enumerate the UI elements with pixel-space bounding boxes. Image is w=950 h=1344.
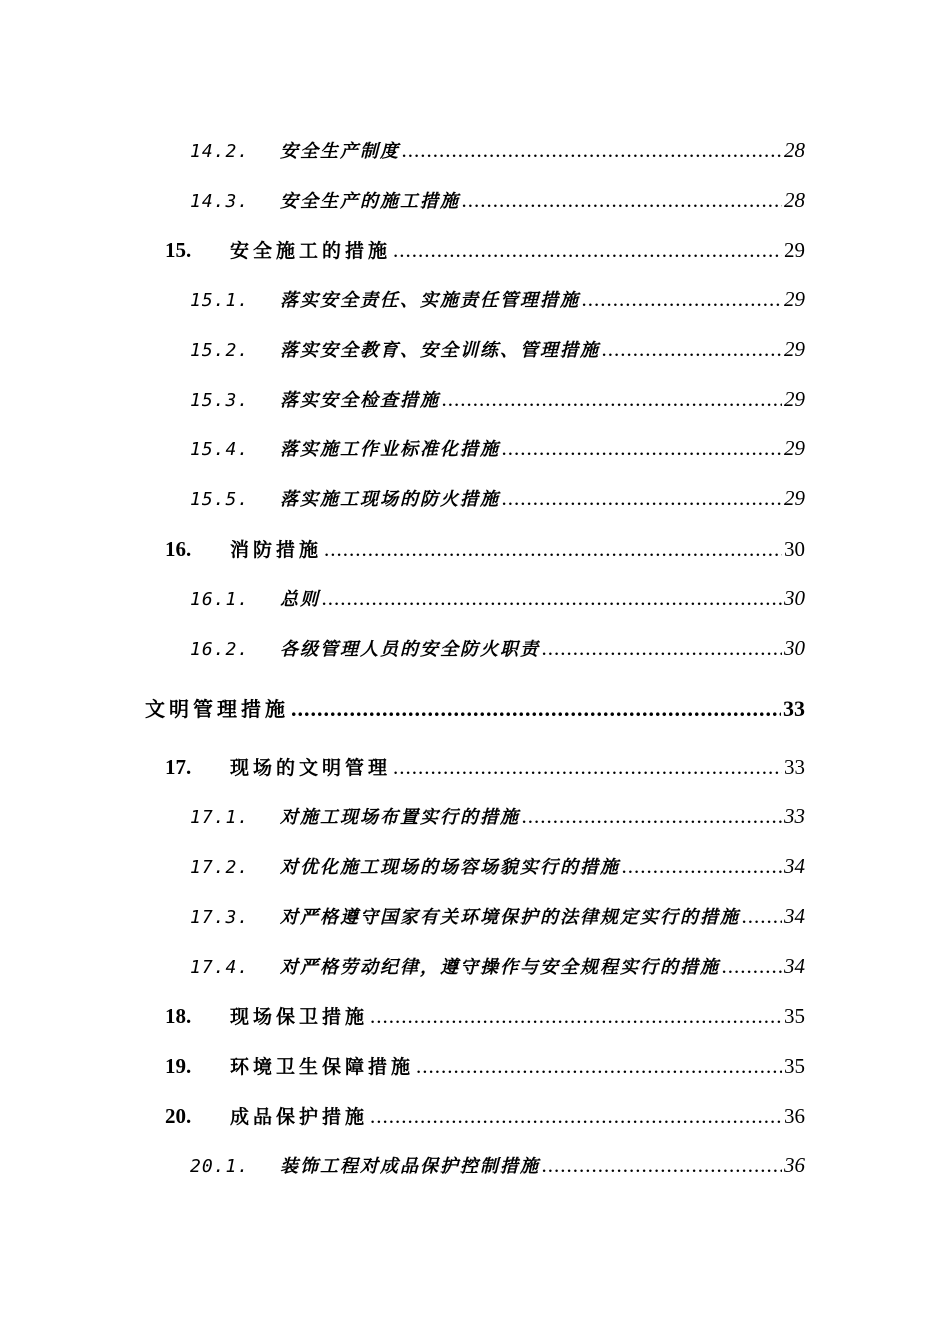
toc-entry-title: 落实安全教育、安全训练、管理措施 [280, 340, 600, 361]
toc-entry-title: 现场的文明管理 [230, 757, 392, 779]
toc-entry-16-1[interactable] [190, 585, 805, 615]
dot-leader [722, 954, 782, 979]
toc-entry-chapter[interactable] [145, 693, 805, 723]
toc-entry-number: 14.2. [190, 141, 250, 162]
dot-leader [416, 1054, 782, 1079]
toc-entry-title: 装饰工程对成品保护控制措施 [280, 1156, 540, 1177]
toc-entry-number: 15.2. [190, 340, 250, 361]
toc-entry-title: 对严格遵守国家有关环境保护的法律规定实行的措施 [280, 907, 740, 928]
dot-leader [542, 636, 782, 661]
toc-entry-title: 安全生产制度 [280, 141, 400, 162]
toc-entry-page: 33 [783, 696, 805, 721]
toc-entry-number: 14.3. [190, 191, 250, 212]
dot-leader [502, 436, 782, 461]
toc-entry-page: 28 [784, 138, 805, 162]
toc-entry-15-5[interactable] [190, 485, 805, 515]
toc-entry-15-4[interactable] [190, 435, 805, 465]
toc-entry-page: 35 [784, 1054, 805, 1078]
toc-entry-title: 对施工现场布置实行的措施 [280, 807, 520, 828]
toc-entry-18[interactable] [165, 1002, 805, 1032]
toc-entry-number: 17.2. [190, 857, 250, 878]
toc-entry-page: 34 [784, 904, 805, 928]
toc-entry-page: 28 [784, 188, 805, 212]
toc-entry-page: 29 [784, 287, 805, 311]
dot-leader [622, 854, 782, 879]
toc-entry-16[interactable] [165, 535, 805, 565]
toc-entry-17-1[interactable] [190, 803, 805, 833]
toc-entry-title: 落实安全责任、实施责任管理措施 [280, 290, 580, 311]
toc-entry-number: 19. [165, 1054, 192, 1078]
toc-entry-number: 15.3. [190, 390, 250, 411]
toc-entry-page: 33 [784, 804, 805, 828]
toc-entry-page: 29 [784, 337, 805, 361]
toc-entry-15[interactable] [165, 236, 805, 266]
toc-entry-15-2[interactable] [190, 336, 805, 366]
toc-entry-page: 34 [784, 854, 805, 878]
toc-entry-title: 安全施工的措施 [230, 240, 392, 262]
toc-entry-number: 20.1. [190, 1156, 250, 1177]
toc-entry-number: 15. [165, 238, 192, 262]
toc-entry-19[interactable] [165, 1052, 805, 1082]
dot-leader [370, 1004, 782, 1029]
toc-entry-page: 35 [784, 1004, 805, 1028]
toc-entry-17-3[interactable] [190, 903, 805, 933]
toc-entry-14-3[interactable] [190, 187, 805, 217]
toc-entry-title: 消防措施 [230, 539, 323, 561]
toc-entry-title: 文明管理措施 [145, 697, 289, 721]
toc-entry-title: 各级管理人员的安全防火职责 [280, 639, 540, 660]
dot-leader [291, 696, 781, 722]
dot-leader [442, 387, 782, 412]
toc-entry-title: 落实施工作业标准化措施 [280, 439, 500, 460]
toc-entry-17-4[interactable] [190, 953, 805, 983]
toc-entry-page: 33 [784, 755, 805, 779]
dot-leader [322, 586, 782, 611]
dot-leader [324, 537, 782, 562]
toc-entry-page: 30 [784, 586, 805, 610]
toc-entry-16-2[interactable] [190, 635, 805, 665]
toc-entry-number: 16.1. [190, 589, 250, 610]
toc-entry-title: 落实施工现场的防火措施 [280, 489, 500, 510]
toc-entry-title: 成品保护措施 [230, 1106, 369, 1128]
toc-entry-15-1[interactable] [190, 286, 805, 316]
toc-entry-title: 对优化施工现场的场容场貌实行的措施 [280, 857, 620, 878]
toc-entry-title: 落实安全检查措施 [280, 390, 440, 411]
dot-leader [522, 804, 782, 829]
toc-entry-title: 对严格劳动纪律，遵守操作与安全规程实行的措施 [280, 957, 720, 978]
toc-entry-title: 总则 [280, 589, 320, 610]
toc-entry-title: 现场保卫措施 [230, 1006, 369, 1028]
dot-leader [462, 188, 782, 213]
toc-entry-number: 17.1. [190, 807, 250, 828]
toc-entry-page: 29 [784, 238, 805, 262]
toc-entry-17-2[interactable] [190, 853, 805, 883]
toc-entry-page: 29 [784, 486, 805, 510]
toc-entry-number: 17.3. [190, 907, 250, 928]
dot-leader [393, 238, 782, 263]
toc-entry-20[interactable] [165, 1102, 805, 1132]
toc-entry-number: 20. [165, 1104, 192, 1128]
toc-entry-title: 安全生产的施工措施 [280, 191, 460, 212]
toc-entry-page: 34 [784, 954, 805, 978]
toc-entry-page: 29 [784, 387, 805, 411]
toc-entry-number: 16. [165, 537, 192, 561]
toc-entry-number: 15.4. [190, 439, 250, 460]
toc-entry-15-3[interactable] [190, 386, 805, 416]
dot-leader [582, 287, 782, 312]
toc-entry-17[interactable] [165, 753, 805, 783]
dot-leader [542, 1153, 782, 1178]
toc-entry-number: 17.4. [190, 957, 250, 978]
toc-entry-20-1[interactable] [190, 1152, 805, 1182]
dot-leader [502, 486, 782, 511]
toc-entry-number: 15.5. [190, 489, 250, 510]
dot-leader [602, 337, 782, 362]
toc-entry-page: 29 [784, 436, 805, 460]
toc-entry-number: 18. [165, 1004, 192, 1028]
dot-leader [370, 1104, 782, 1129]
dot-leader [393, 755, 782, 780]
dot-leader [742, 904, 782, 929]
toc-entry-number: 16.2. [190, 639, 250, 660]
toc-entry-number: 15.1. [190, 290, 250, 311]
toc-entry-title: 环境卫生保障措施 [230, 1056, 415, 1078]
toc-entry-number: 17. [165, 755, 192, 779]
toc-entry-page: 30 [784, 537, 805, 561]
toc-entry-page: 36 [784, 1153, 805, 1177]
toc-entry-14-2[interactable] [190, 137, 805, 167]
toc-entry-page: 30 [784, 636, 805, 660]
toc-entry-page: 36 [784, 1104, 805, 1128]
dot-leader [402, 138, 782, 163]
